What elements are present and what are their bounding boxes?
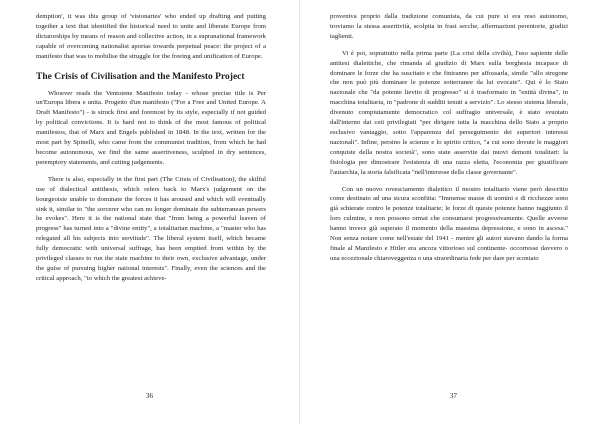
right-page-text (330, 12, 568, 264)
paragraph: Con un nuovo rovesciamento dialettico il mostro totalitario viene però descritto come destinato ad una sicura sconfitta: "Immense masse di uomini e di ricchezze sono già schierate contro le potenze totalitarie; le forze di queste potenze hanno raggiunto il loro culmine, e non possono ormai che consumarsi progressivamente. Quelle avverse hanno invece già superato il momento della massima depressione, e sono in ascesa." Non senza notare come nell'estate del 1941 - mentre gli autori stavano dando la forma finale al Manifesto e Hitler era ancora vittorioso sul continente- occorresse davvero o una eccezionale chiaroveggenza o una straordinaria fede per dare per scontato (330, 185, 568, 262)
page-number: 36 (146, 392, 153, 400)
paragraph: There is also, especially in the first part (The Crisis of Civilisation), the skilful use of dialectical antithesis, which refers back to Marx's judgement on the bourgeoisie unable to dominate the forces it has aroused and which will eventually sink it, similar to "the sorcerer who can no longer dominate the subterranean powers he evokes". Here it is the national state that "from being a powerful leaven of progress" has turned into a "divine entity", a totalitarian machine, a "master who has relegated all his subjects into servitude". The liberal system itself, which became fully democratic with universal suffrage, has been emptied from within by the privileged classes to run the state machine to their own, exclusive advantage, under the guise of pursuing higher national interests". Finally, even the sciences and the critical approach, "to which the greatest achieve- (36, 175, 266, 282)
right-page (300, 0, 600, 425)
left-page-text (36, 12, 266, 284)
paragraph: Vi è poi, soprattutto nella prima parte (La crisi della civiltà), l'uso sapiente delle antitesi dialettiche, che rimanda al giudizio di Marx sulla borghesia incapace di dominare le forze che ha suscitato e che finiranno per affossarla, simile "allo stregone che non può più dominare le potenze sotterranee da lui evocate". Qui è lo Stato nazionale che "da potente lievito di progresso" si è trasformato in "entità divina", in macchina totalitaria, in "padrone di sudditi tenuti a servizio". Lo stesso sistema liberale, divenuto compiutamente democratico col suffragio universale, è stato svuotato dall'interno dai ceti privilegiati "per dirigere tutta la macchina dello Stato a proprio esclusivo vantaggio, sotto l'apparenza del perseguimento dei superiori interessi nazionali". Infine, persino le scienze e lo spirito critico, "a cui sono dovute le maggiori conquiste della nostra società", sono state asservite dai nuovi demoni totalitari: la fisiologia per dimostrare l'esistenza di una razza eletta, l'economia per giustificare l'autarchia, la storia falsificata "nell'interesse della classe governante". (330, 49, 568, 176)
paragraph: proveniva proprio dalla tradizione comunista, da cui pure si era reso autonomo, troviamo la stessa assertività, scolpita in frasi secche, affermazioni perentorie, giudizi taglienti. (330, 13, 568, 40)
paragraph: demption', it was this group of 'visionaries' who ended up drafting and putting together a text that identified the historical need to unite and liberate Europe from dictatorships by means of reason and collective action, in a supranational framework capable of overcoming nationalist aporias towards perpetual peace: the project of a manifesto that was to mobilise the struggle for the freeing and unification of Europe. (36, 13, 266, 60)
page-number: 37 (450, 392, 457, 400)
paragraph: Whoever reads the Ventotene Manifesto today - whose precise title is Per un'Europa libera e unita. Progetto d'un manifesto ("For a Free and United Europe. A Draft Manifesto") - is struck first and foremost by its style, especially if not guided by political convictions. It is hard not to think of the most famous of political manifestos, that of Marx and Engels published in 1848. In the text, written for the most part by Spinelli, who came from the communist tradition, from which he had become autonomous, we find the same assertiveness, sculpted in dry sentences, peremptory statements, and cutting judgements. (36, 89, 266, 166)
section-heading: The Crisis of Civilisation and the Manifesto Project (36, 71, 245, 82)
